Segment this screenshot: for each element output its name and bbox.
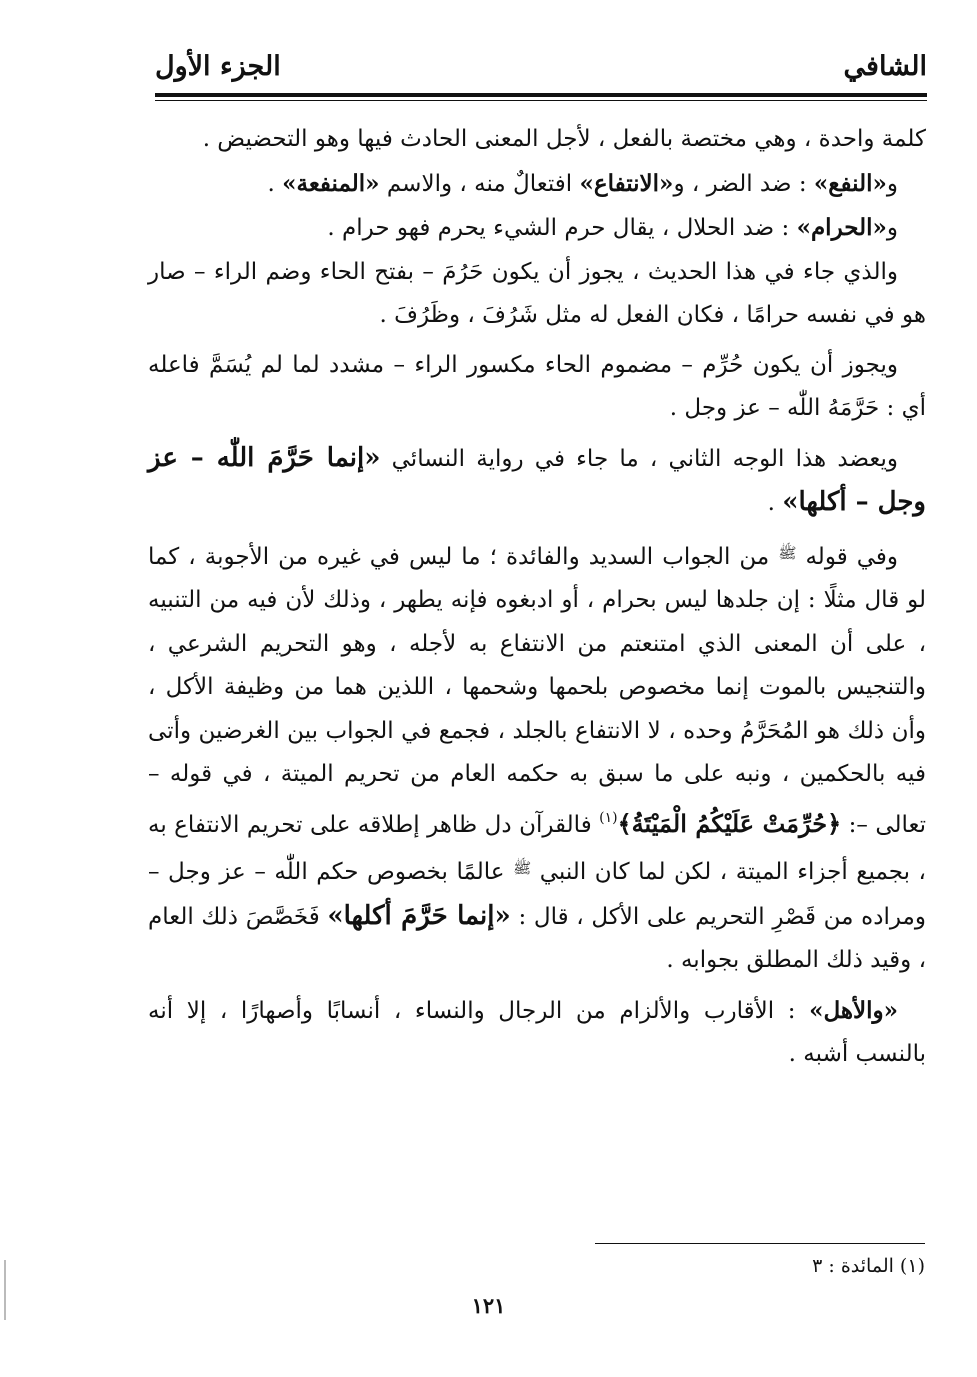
text-segment: عالمًا بخصوص حكم اللّٰه – عز وجل – ومراده من قَصْرِ التحريم على الأكل ، قال : [148,859,926,930]
paragraph-haruma: والذي جاء في هذا الحديث ، يجوز أن يكون حَرُمَ – بفتح الحاء وضم الراء – صار هو في نفسه حرامًا ، فكان الفعل له مثل شَرُفَ ، وظَرُفَ . [148,258,926,328]
text-segment: افتعالٌ منه ، والاسم [379,170,580,197]
text-segment: . [267,170,283,197]
text-segment: : ضد الحلال ، يقال حرم الشيء يحرم فهو حرام . [327,215,797,241]
text-segment: من الجواب السديد والفائدة ؛ ما ليس في غيره من الأجوبة ، كما لو قال مثلًا : إن جلدها ليس بحرام ، أو ادبغوه فإنه يطهر ، وذلك لأن فيه من التنبيه ، على أن المعنى الذي امتنعتم من الانتفاع به لأجله ، وهو التحريم الشرعي ، والتنجيس بالموت إنما مخصوص بلحمها وشحمها ، اللذين هما من وظيفة الأكل ، وأن ذلك هو المُحَرَّمُ وحده ، لا الانتفاع بالجلد ، فجمع في الجواب بين الغرضين وأتى فيه بالحكمين ، ونبه على ما سبق به حكمه العام من تحريم الميتة ، في قوله – تعالى –: [148,543,926,838]
hadith-quote: «إنما حَرَّمَ أكلها» [327,900,511,931]
footnote-reference[interactable]: (١) [599,809,618,826]
conjunction: و [886,170,898,197]
paragraph-haram [148,206,926,251]
term-haram: «الحرام» [796,214,887,241]
footnote-rule [595,1243,925,1244]
term-nafa: «النفع» [813,169,887,197]
paragraph-answer [148,532,926,983]
text-segment: : ضد الضر ، و [673,170,814,197]
header-rule [155,93,927,97]
paragraph-ahl [148,989,926,1077]
running-part: الجزء الأول [155,51,281,82]
footnote: (١) المائدة : ٣ [812,1255,925,1277]
paragraph-hurrima: ويجوز أن يكون حُرِّم – مضموم الحاء مكسور الراء – مشدد لما لم يُسَمَّ فاعله أي : حَرَّمَهُ اللّٰه – عز وجل . [148,351,926,421]
scan-edge-mark [4,1260,6,1320]
page-number: ١٢١ [471,1293,506,1318]
salutation-glyph: ﷺ [778,543,797,562]
text-segment: فَخَصَّصَ ذلك العام ، وقيد ذلك المطلق بجوابه . [148,903,926,973]
header-rule-thin [155,100,927,101]
paragraph-1: كلمة واحدة ، وهي مختصة بالفعل ، لأجل المعنى الحادث فيها وهو التحضيض . [202,126,926,152]
term-intifa: «الانتفاع» [579,169,674,197]
text-segment: وفي قوله [796,543,899,570]
paragraph-nasai [148,437,926,526]
quran-verse: ﴿حُرِّمَتْ عَلَيْكُمُ الْمَيْتَةُ﴾ [617,808,842,838]
text-segment: . [767,490,783,516]
body-text [148,118,926,1077]
term-ahl: «والأهل» [809,996,898,1024]
hadith-quote: «إنما حَرَّمَ اللّٰه – عز وجل – أكلها» [148,442,926,517]
text-segment: : الأقارب والألزام من الرجال والنساء ، أنسابًا وأصهارًا ، إلا أنه بالنسب أشبه . [148,997,926,1067]
text-segment: فالقرآن دل ظاهر إطلاقه على تحريم الانتفاع به ، بجميع أجزاء الميتة ، لكن لما كان النبي [148,811,926,885]
page-header [155,44,927,90]
paragraph-nafa [148,162,926,207]
running-title: الشافي [843,51,927,82]
salutation-glyph: ﷺ [513,859,532,877]
conjunction: و [886,215,898,241]
term-manfaa: «المنفعة» [282,169,380,197]
text-segment: ويعضد هذا الوجه الثاني ، ما جاء في رواية النسائي [380,445,898,472]
